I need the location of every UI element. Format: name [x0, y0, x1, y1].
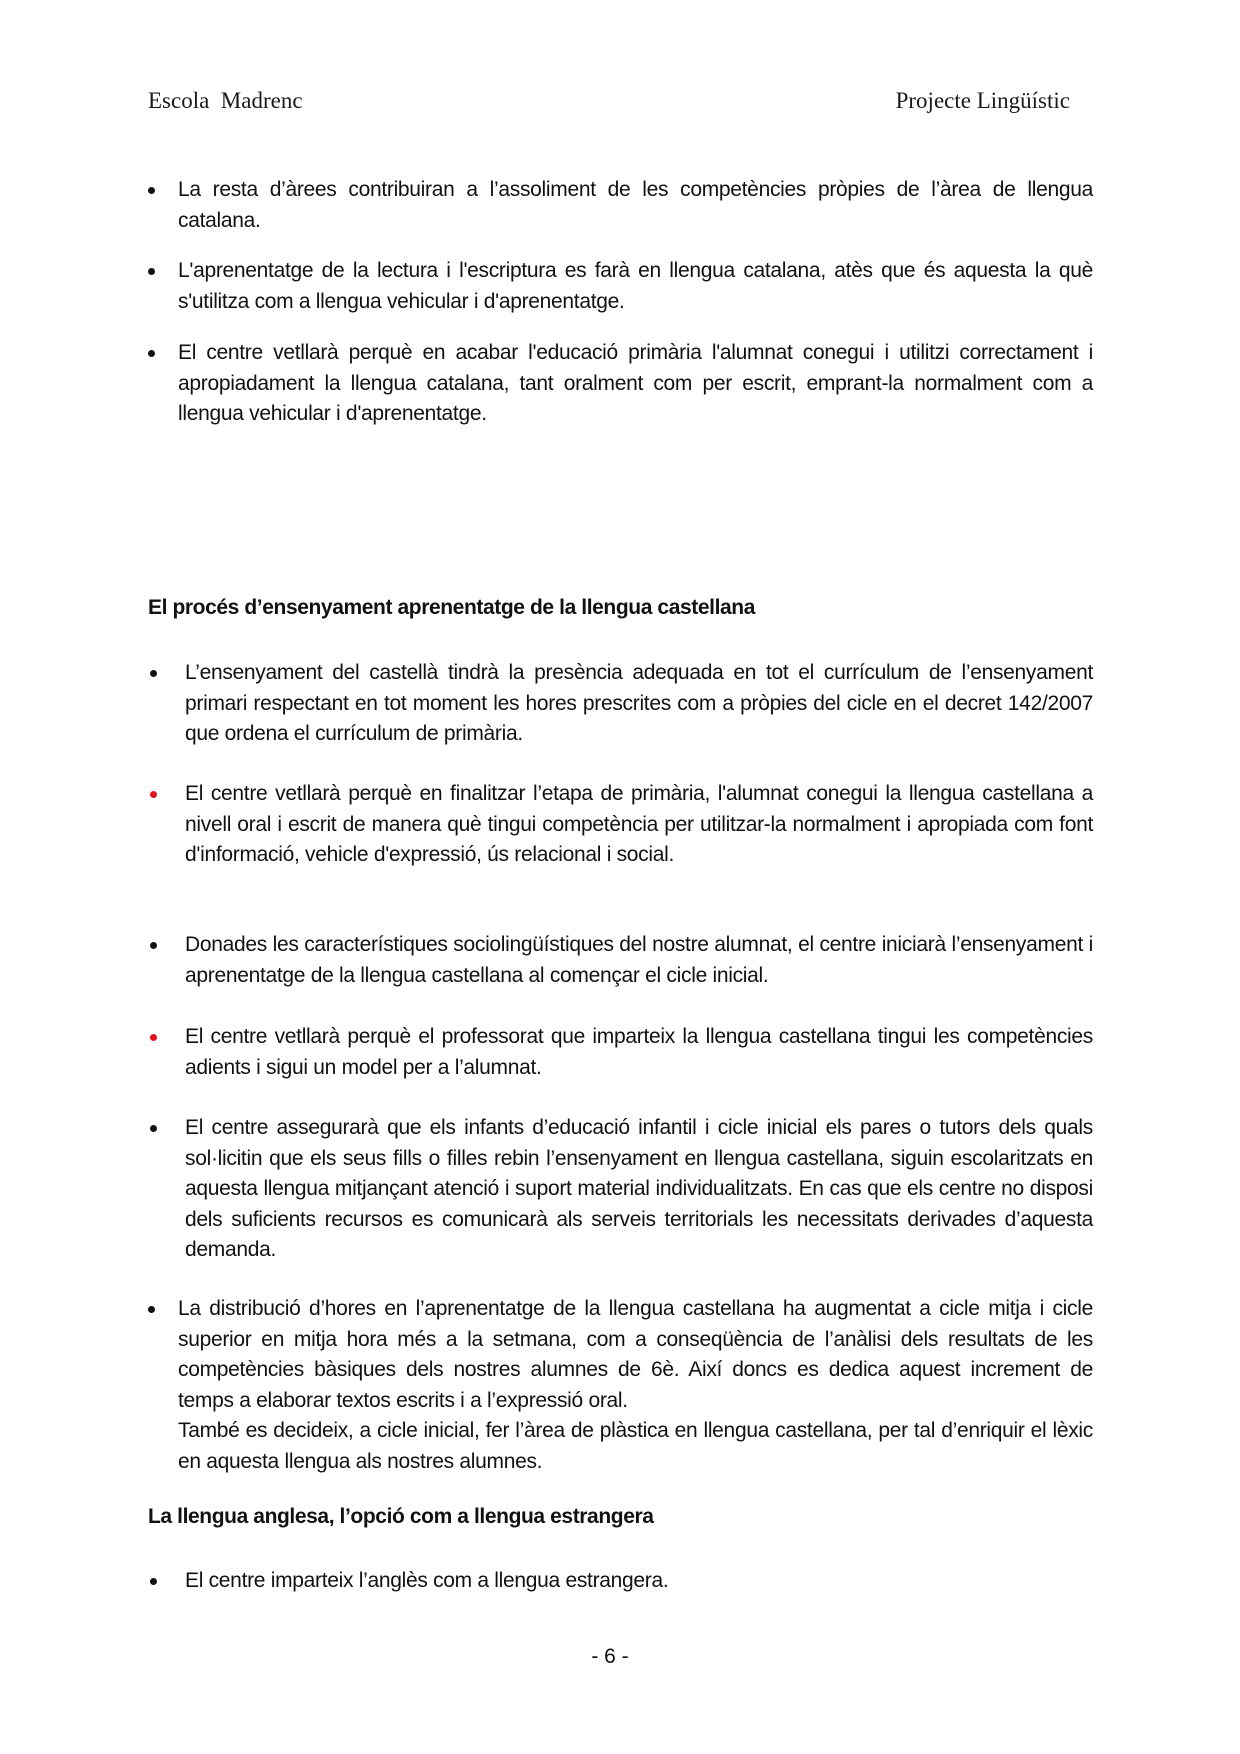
list-item-text: El centre vetllarà perquè en acabar l'educació primària l'alumnat conegui i utilitzi correctament i apropiadament la llengua catalana, tant oralment com per escrit, emprant-la normalment com a llengua vehicular i d'aprenentatge. — [178, 341, 1093, 425]
list-item — [148, 930, 1093, 991]
list-item-text: L'aprenentatge de la lectura i l'escriptura es farà en llengua catalana, atès que és aquesta la què s'utilitza com a llengua vehicular i d'aprenentatge. — [178, 259, 1093, 313]
page-number: - 6 - — [591, 1645, 629, 1668]
page-footer — [0, 1645, 1240, 1669]
list-item — [148, 338, 1093, 430]
bullet-icon — [148, 187, 155, 194]
list-item — [148, 1022, 1093, 1083]
list-item-text: Donades les característiques sociolingüístiques del nostre alumnat, el centre iniciarà l’ensenyament i aprenentatge de la llengua castellana al començar el cicle inicial. — [185, 933, 1093, 987]
list-item — [148, 779, 1093, 871]
list-item — [148, 1566, 1093, 1597]
bullet-icon — [148, 350, 155, 357]
list-item-text: El centre imparteix l’anglès com a llengua estrangera. — [185, 1569, 669, 1592]
section-heading-castellana: El procés d’ensenyament aprenentatge de la llengua castellana — [148, 596, 755, 619]
list-item-text: L’ensenyament del castellà tindrà la presència adequada en tot el currículum de l’ensenyament primari respectant en tot moment les hores prescrites com a pròpies del cicle en el decret 142/2007 que ordena el currículum de primària. — [185, 661, 1093, 745]
page-header — [148, 88, 1070, 114]
bullet-icon — [150, 1125, 157, 1132]
list-item — [148, 1113, 1093, 1266]
header-school-name: Escola Madrenc — [148, 88, 303, 113]
bullet-icon — [148, 1306, 155, 1313]
header-document-title: Projecte Lingüístic — [895, 88, 1070, 113]
bullet-icon — [148, 268, 155, 275]
bullet-icon — [150, 1578, 157, 1585]
bullet-icon — [150, 942, 157, 949]
list-item — [148, 175, 1093, 236]
section-heading-anglesa: La llengua anglesa, l’opció com a llengua estrangera — [148, 1505, 654, 1528]
list-item-text: El centre assegurarà que els infants d’educació infantil i cicle inicial els pares o tutors dels quals sol·licitin que els seus fills o filles rebin l’ensenyament en llengua castellana, siguin escolaritzats en aquesta llengua mitjançant atenció i suport material individualitzats. En cas que els centre no disposi dels suficients recursos es comunicarà als serveis territorials les necessitats derivades d’aquesta demanda. — [185, 1116, 1093, 1261]
list-item-text: La distribució d’hores en l’aprenentatge de la llengua castellana ha augmentat a cicle mitja i cicle superior en mitja hora més a la setmana, com a conseqüència de l’anàlisi dels resultats de les competències bàsiques dels nostres alumnes de 6è. Així doncs es dedica aquest increment de temps a elaborar textos escrits i a l’expressió oral. — [178, 1297, 1093, 1412]
list-item-text: El centre vetllarà perquè en finalitzar l’etapa de primària, l'alumnat conegui la llengua castellana a nivell oral i escrit de manera què tingui competència per utilitzar-la normalment i apropiada com font d'informació, vehicle d'expressió, ús relacional i social. — [185, 782, 1093, 866]
list-item — [148, 658, 1093, 750]
bullet-icon-red — [150, 791, 157, 798]
list-item-text: El centre vetllarà perquè el professorat que imparteix la llengua castellana tingui les competències adients i sigui un model per a l’alumnat. — [185, 1025, 1093, 1079]
bullet-icon — [150, 670, 157, 677]
list-item — [148, 1294, 1093, 1477]
list-item-continuation: També es decideix, a cicle inicial, fer l’àrea de plàstica en llengua castellana, per tal d’enriquir el lèxic en aquesta llengua als nostres alumnes. — [178, 1419, 1093, 1473]
list-item — [148, 256, 1093, 317]
bullet-icon-red — [150, 1034, 157, 1041]
list-item-text: La resta d’àrees contribuiran a l’assoliment de les competències pròpies de l’àrea de llengua catalana. — [178, 178, 1093, 232]
